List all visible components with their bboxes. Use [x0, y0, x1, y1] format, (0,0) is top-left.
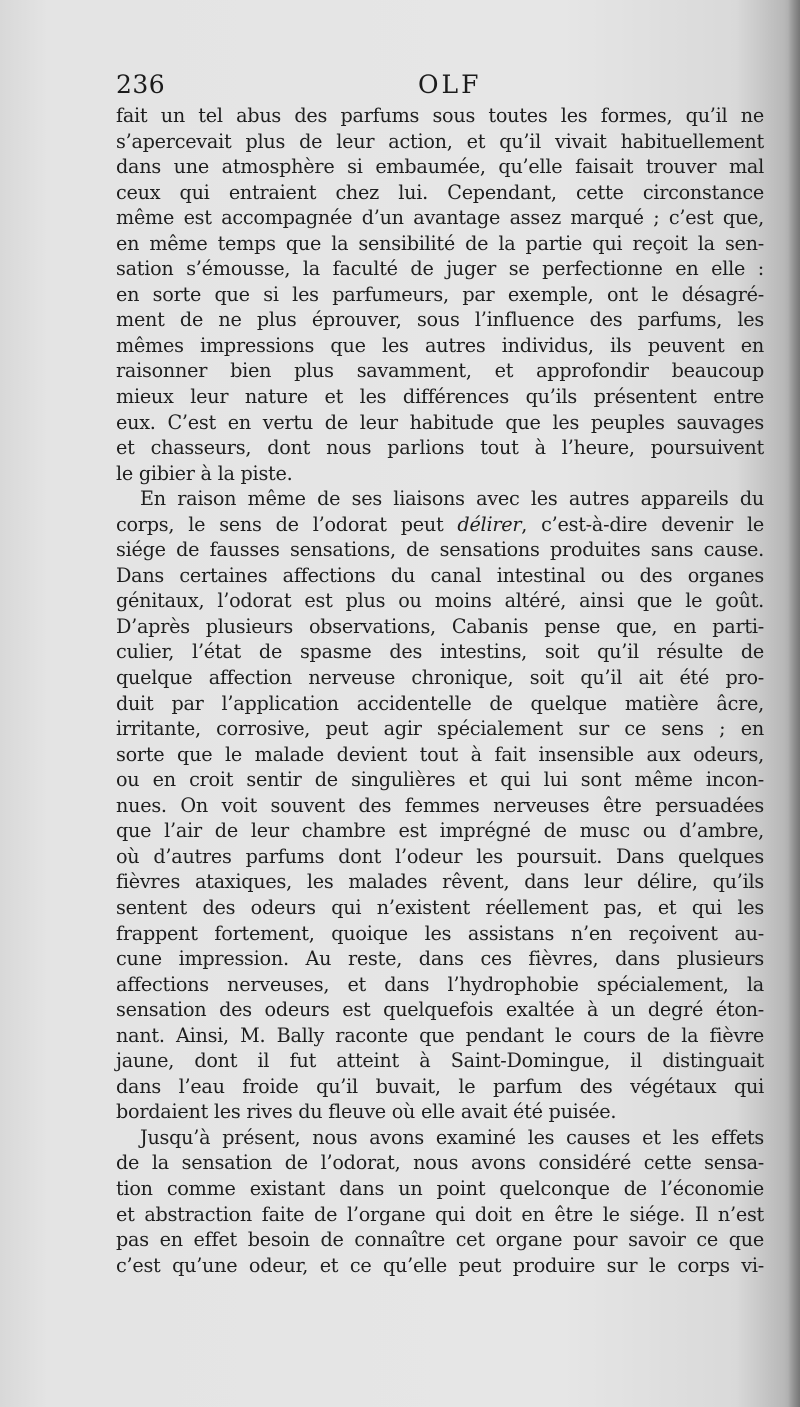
text-line: et abstraction faite de l’organe qui doit en être le siége. Il n’est	[116, 1202, 764, 1226]
text-line: quelque affection nerveuse chronique, soit qu’il ait été pro-	[116, 666, 764, 690]
text-line: en sorte que si les parfumeurs, par exemple, ont le désagré-	[116, 282, 764, 306]
text-line: D’après plusieurs observations, Cabanis pense que, en parti-	[116, 614, 764, 638]
text-line: c’est qu’une odeur, et ce qu’elle peut produire sur le corps vi-	[116, 1253, 764, 1277]
text-line: pas en effet besoin de connaître cet organe pour savoir ce que	[116, 1228, 764, 1252]
text-line: Jusqu’à présent, nous avons examiné les causes et les effets	[140, 1125, 764, 1149]
text-line: corps, le sens de l’odorat peut délirer, c’est-à-dire devenir le	[116, 512, 765, 536]
text-line: ceux qui entraient chez lui. Cependant, cette circonstance	[116, 180, 764, 204]
text-line: bordaient les rives du fleuve où elle avait été puisée.	[116, 1100, 617, 1124]
page-gutter-shadow	[788, 0, 800, 1407]
text-line: de la sensation de l’odorat, nous avons considéré cette sensa-	[116, 1151, 764, 1175]
text-line: dans l’eau froide qu’il buvait, le parfum des végétaux qui	[116, 1074, 764, 1098]
text-line: affections nerveuses, et dans l’hydrophobie spécialement, la	[116, 972, 764, 996]
text-line: cune impression. Au reste, dans ces fièvres, dans plusieurs	[116, 947, 764, 971]
text-line: sensation des odeurs est quelquefois exaltée à un degré éton-	[116, 998, 764, 1022]
text-line: frappent fortement, quoique les assistans n’en reçoivent au-	[116, 921, 764, 945]
text-line: jaune, dont il fut atteint à Saint-Domingue, il distinguait	[116, 1049, 764, 1073]
running-title: OLF	[418, 70, 482, 99]
text-line: s’apercevait plus de leur action, et qu’il vivait habituellement	[116, 129, 764, 153]
running-head	[116, 70, 766, 100]
text-line: nues. On voit souvent des femmes nerveuses être persuadées	[116, 793, 764, 817]
text-line: nant. Ainsi, M. Bally raconte que pendant le cours de la fièvre	[116, 1023, 764, 1047]
text-line: même est accompagnée d’un avantage assez marqué ; c’est que,	[116, 206, 764, 230]
text-line: eux. C’est en vertu de leur habitude que les peuples sauvages	[116, 410, 764, 434]
text-line: mêmes impressions que les autres individus, ils peuvent en	[116, 333, 764, 357]
text-line: raisonner bien plus savamment, et approfondir beaucoup	[116, 359, 764, 383]
text-line: ment de ne plus éprouver, sous l’influence des parfums, les	[116, 308, 764, 332]
text-line: tion comme existant dans un point quelconque de l’économie	[116, 1176, 764, 1200]
text-line: sation s’émousse, la faculté de juger se perfectionne en elle :	[116, 257, 764, 281]
text-line: le gibier à la piste.	[116, 461, 293, 485]
paragraph	[116, 103, 764, 486]
text-line: où d’autres parfums dont l’odeur les poursuit. Dans quelques	[116, 844, 764, 868]
text-line: duit par l’application accidentelle de quelque matière âcre,	[116, 691, 764, 715]
text-line: Dans certaines affections du canal intestinal ou des organes	[116, 563, 764, 587]
text-line: que l’air de leur chambre est imprégné de musc ou d’ambre,	[116, 819, 764, 843]
text-line: et chasseurs, dont nous parlions tout à l’heure, poursuivent	[116, 436, 764, 460]
text-line: siége de fausses sensations, de sensations produites sans cause.	[116, 538, 764, 562]
text-line: sorte que le malade devient tout à fait insensible aux odeurs,	[116, 742, 764, 766]
text-line: sentent des odeurs qui n’existent réellement pas, et qui les	[116, 895, 764, 919]
text-line: fièvres ataxiques, les malades rêvent, dans leur délire, qu’ils	[116, 870, 764, 894]
text-line: En raison même de ses liaisons avec les autres appareils du	[140, 487, 764, 511]
page-number: 236	[116, 70, 166, 99]
text-line: en même temps que la sensibilité de la partie qui reçoit la sen-	[116, 231, 764, 255]
text-line: génitaux, l’odorat est plus ou moins altéré, ainsi que le goût.	[116, 589, 764, 613]
text-line: dans une atmosphère si embaumée, qu’elle faisait trouver mal	[116, 155, 764, 179]
body-text	[116, 103, 764, 1278]
text-line: fait un tel abus des parfums sous toutes les formes, qu’il ne	[116, 104, 764, 127]
paragraph	[116, 486, 764, 1125]
text-line: ou en croit sentir de singulières et qui lui sont même incon-	[116, 768, 764, 792]
text-line: irritante, corrosive, peut agir spécialement sur ce sens ; en	[116, 717, 764, 741]
text-line: culier, l’état de spasme des intestins, soit qu’il résulte de	[116, 640, 764, 664]
text-line: mieux leur nature et les différences qu’ils présentent entre	[116, 385, 764, 409]
paragraph	[116, 1125, 764, 1278]
